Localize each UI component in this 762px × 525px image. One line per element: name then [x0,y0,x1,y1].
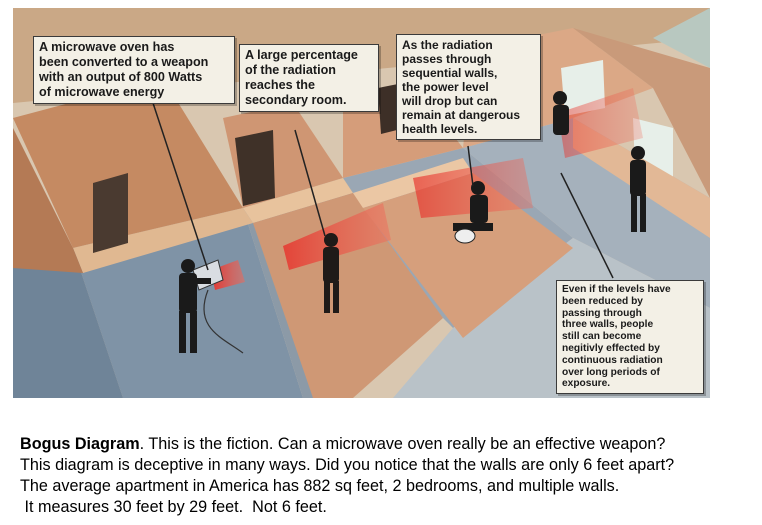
caption-line-1 [20,434,760,455]
callout-line: of the radiation [245,63,336,77]
callout-line: of microwave energy [39,85,165,99]
callout-line: secondary room. [245,93,347,107]
callout-line: with an output of 800 Watts [39,70,203,84]
caption-line-3: The average apartment in America has 882 sq feet, 2 bedrooms, and multiple walls. [20,477,620,495]
callout-long-exposure [556,280,704,394]
callout-line: three walls, people [562,319,654,331]
caption [20,434,760,518]
callout-line: Even if the levels have [562,284,671,295]
callout-microwave-weapon [33,36,235,104]
callout-line: health levels. [402,122,478,136]
callout-line: passes through [402,52,492,66]
callout-line: passing through [562,307,642,319]
callout-line: still can become [562,331,642,343]
callout-line: remain at dangerous [402,108,521,122]
callout-line: As the radiation [402,38,493,52]
callout-secondary-room [239,44,379,112]
callout-line: negitivly effected by [562,342,660,354]
callout-line: exposure. [562,378,611,390]
callout-line: will drop but can [402,94,498,108]
callout-line: been reduced by [562,295,643,307]
callout-line: reaches the [245,78,316,92]
caption-title: Bogus Diagram [20,435,140,453]
callout-line: the power level [402,80,489,94]
callout-line: A large percentage [245,48,358,62]
caption-line-2: This diagram is deceptive in many ways. Did you notice that the walls are only 6 feet apart? [20,456,675,474]
callout-line: A microwave oven has [39,40,175,54]
caption-line-4: It measures 30 feet by 29 feet. Not 6 feet. [20,498,327,516]
caption-line-1-text: . This is the fiction. Can a microwave oven really be an effective weapon? [139,435,666,453]
callout-line: continuous radiation [562,354,663,366]
callout-line: sequential walls, [402,66,498,80]
callout-line: over long periods of [562,366,660,378]
person-window [553,91,569,135]
callout-sequential-walls [396,34,541,140]
callout-line: been converted to a weapon [39,55,209,69]
